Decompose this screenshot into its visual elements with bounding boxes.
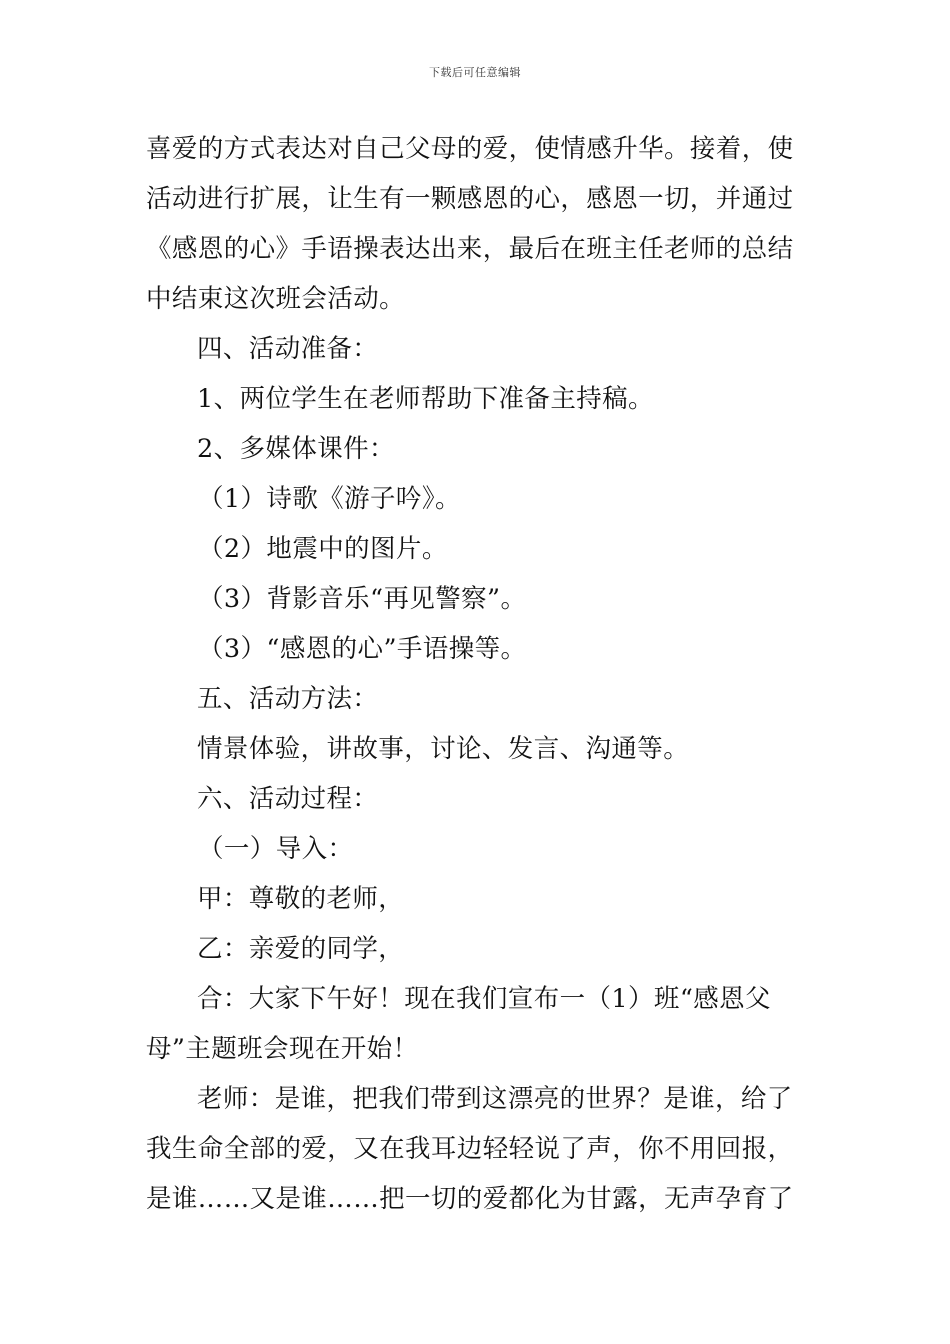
paragraph-line: 中结束这次班会活动。 [146, 284, 406, 314]
paragraph-line: 我生命全部的爱，又在我耳边轻轻说了声，你不用回报， [146, 1134, 794, 1164]
document-body [146, 124, 810, 1224]
paragraph-line: 活动进行扩展，让生有一颗感恩的心，感恩一切，并通过 [146, 184, 794, 214]
list-item: 1、两位学生在老师帮助下准备主持稿。 [197, 384, 654, 414]
sub-list-item: （3）背影音乐“再见警察”。 [198, 584, 527, 614]
paragraph-line: 喜爱的方式表达对自己父母的爱，使情感升华。接着，使 [146, 134, 794, 164]
page-header: 下载后可任意编辑 [429, 66, 521, 79]
paragraph-line: 是谁……又是谁……把一切的爱都化为甘露，无声孕育了 [146, 1184, 794, 1214]
sub-section-heading: （一）导入： [198, 834, 354, 864]
dialogue-line: 乙：亲爱的同学， [197, 934, 405, 964]
dialogue-line: 老师：是谁，把我们带到这漂亮的世界？是谁，给了 [197, 1084, 793, 1114]
sub-list-item: （3）“感恩的心”手语操等。 [198, 634, 527, 664]
section-heading: 六、活动过程： [197, 784, 379, 814]
paragraph-line: 情景体验，讲故事，讨论、发言、沟通等。 [197, 734, 690, 764]
section-heading: 四、活动准备： [197, 334, 379, 364]
paragraph-line: 《感恩的心》手语操表达出来，最后在班主任老师的总结 [146, 234, 794, 264]
section-heading: 五、活动方法： [197, 684, 379, 714]
sub-list-item: （2）地震中的图片。 [198, 534, 448, 564]
dialogue-line: 合：大家下午好！现在我们宣布一（1）班“感恩父 [197, 984, 771, 1014]
list-item: 2、多媒体课件： [197, 434, 395, 464]
dialogue-line: 甲：尊敬的老师， [197, 884, 405, 914]
paragraph-line: 母”主题班会现在开始！ [146, 1034, 419, 1064]
sub-list-item: （1）诗歌《游子吟》。 [198, 484, 461, 514]
